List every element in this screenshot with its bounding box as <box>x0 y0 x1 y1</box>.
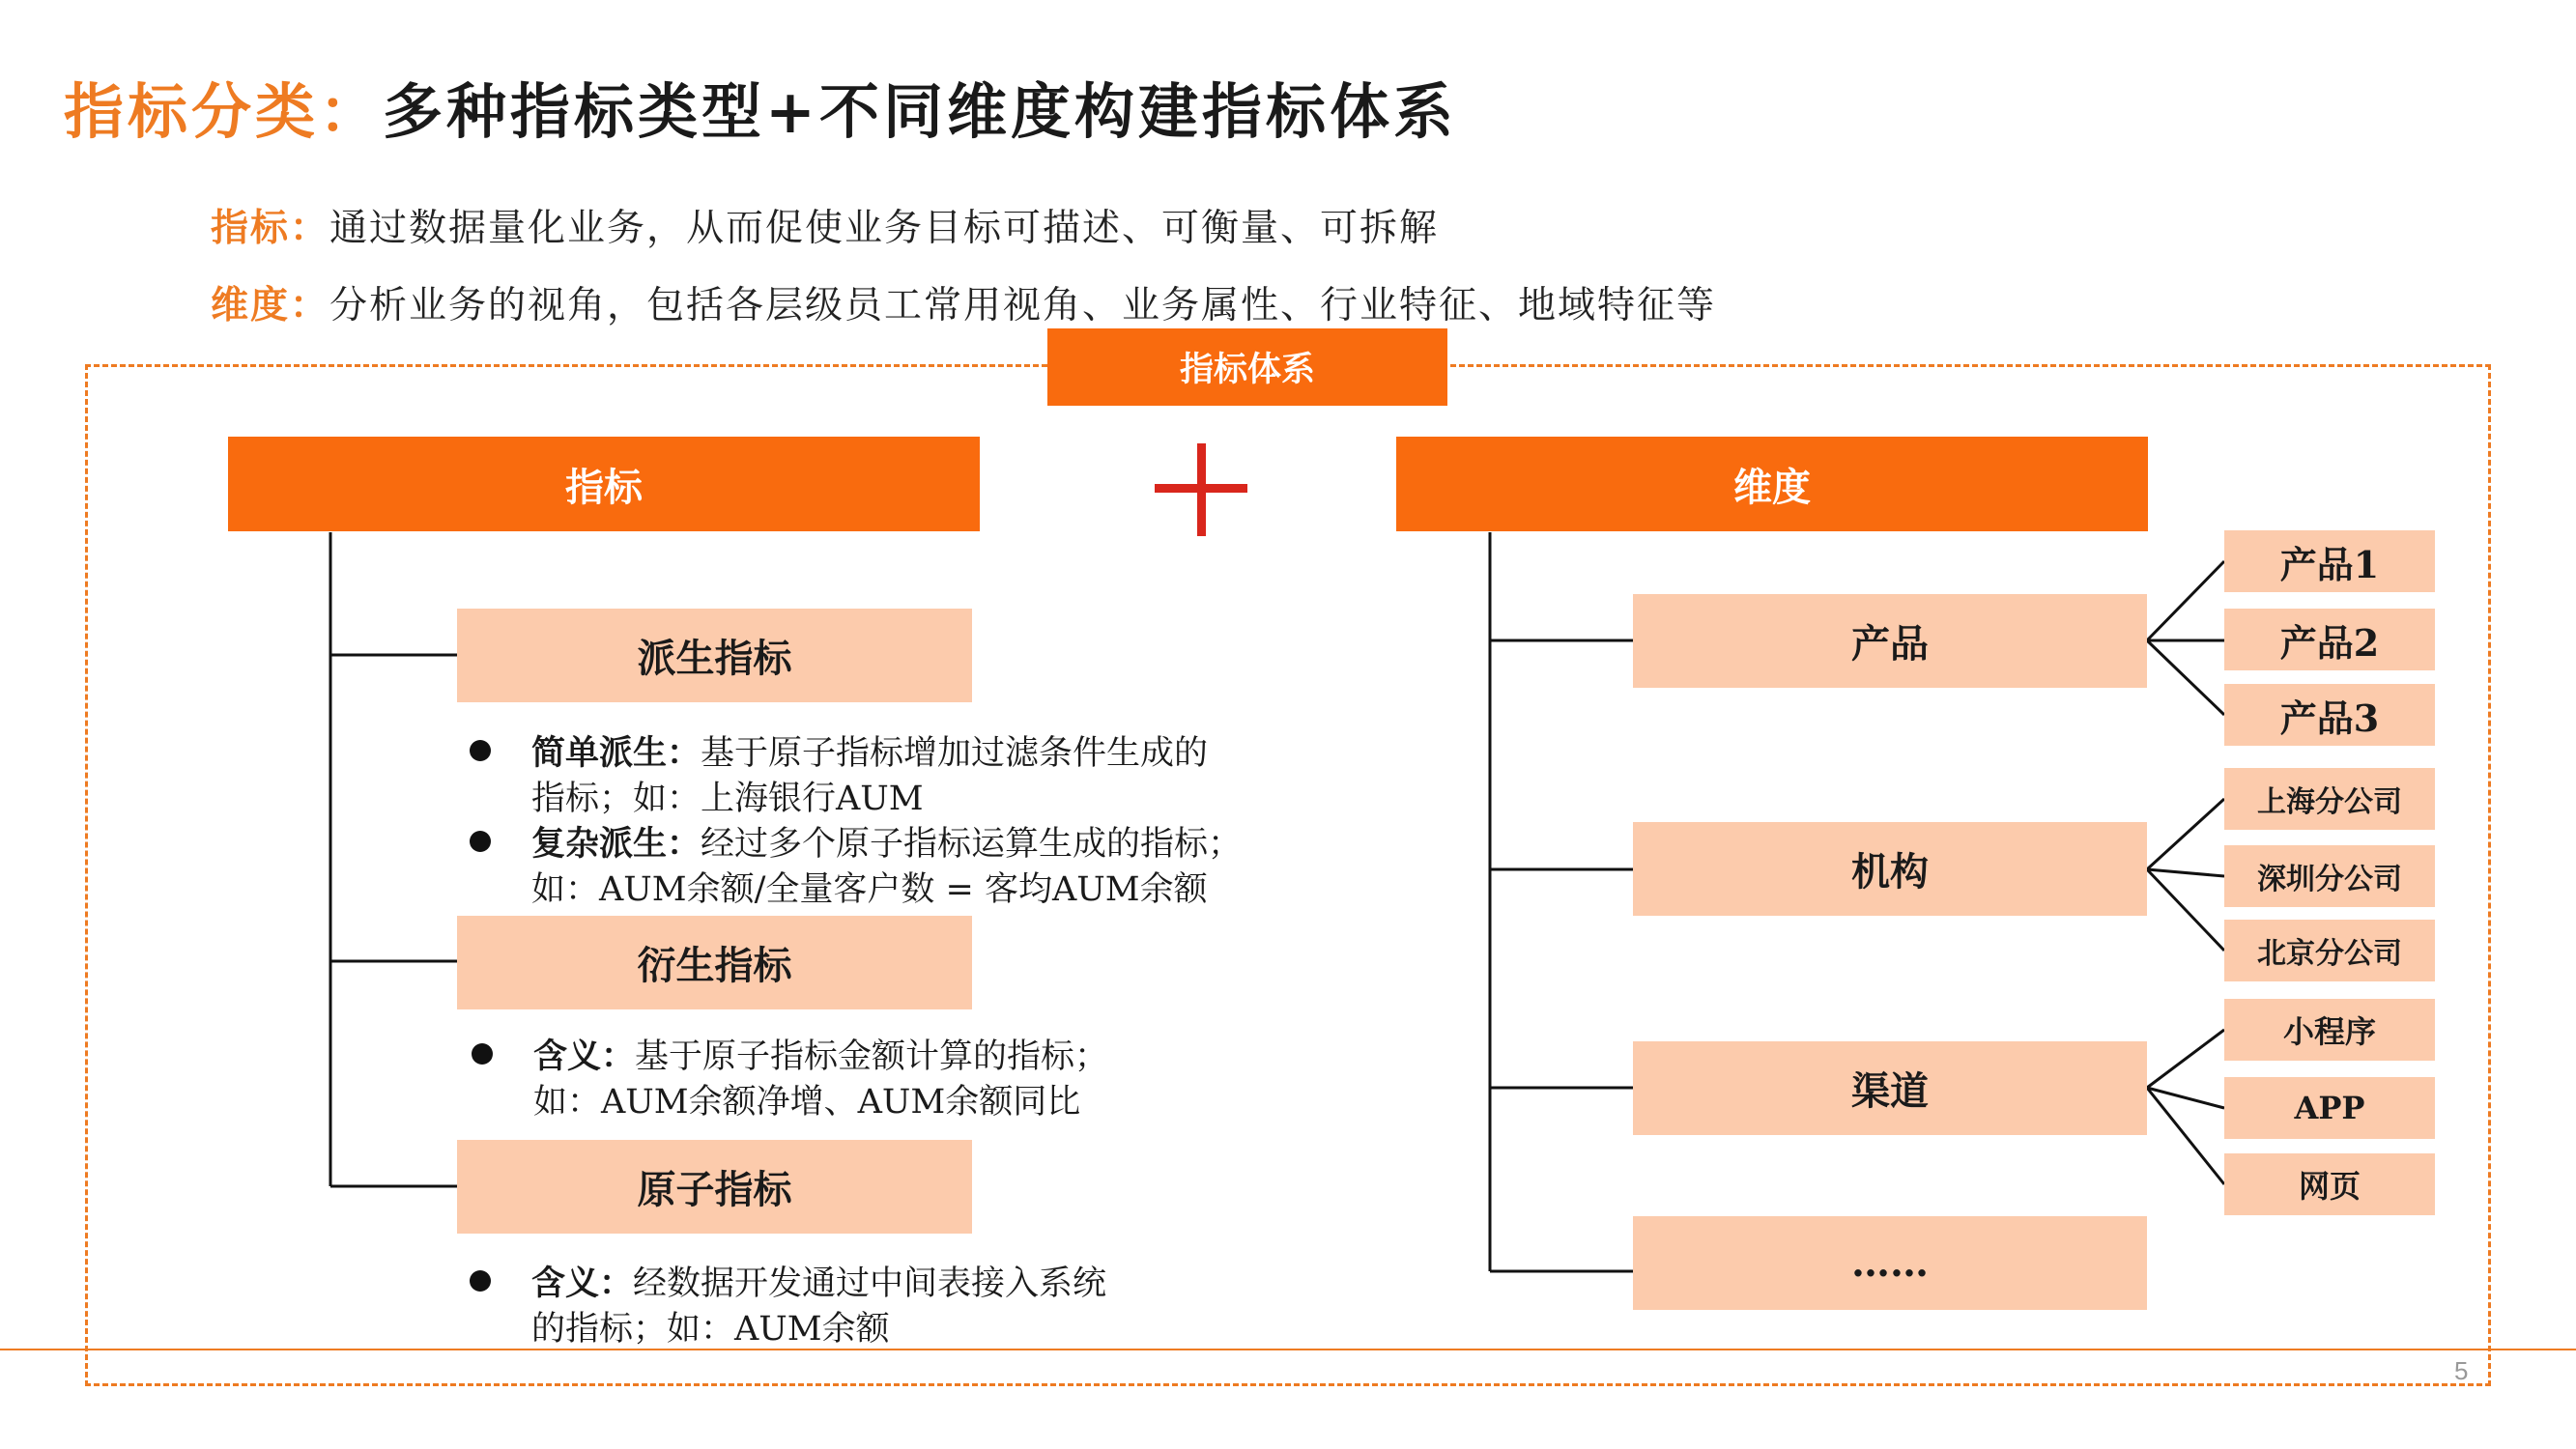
bullet-dot <box>470 831 491 852</box>
atomic-bullet <box>531 1261 1106 1352</box>
derived-bullet-complex <box>531 821 1242 913</box>
derived-metric-box: 派生指标 <box>457 609 972 702</box>
title-rest: 多种指标类型+不同维度构建指标体系 <box>383 76 1457 147</box>
computed-metric-box: 衍生指标 <box>457 916 972 1009</box>
bullet-line: 如：AUM余额/全量客户数 = 客均AUM余额 <box>531 870 1208 909</box>
definition-metric-key: 指标： <box>211 206 330 250</box>
dimension-leaf: 产品3 <box>2224 684 2435 746</box>
dimension-leaf: 北京分公司 <box>2224 920 2435 981</box>
dimension-leaf: APP <box>2224 1077 2435 1139</box>
definition-metric-text: 通过数据量化业务，从而促使业务目标可描述、可衡量、可拆解 <box>329 207 1440 250</box>
bullet-line: 基于原子指标增加过滤条件生成的 <box>701 734 1209 773</box>
bullet-line: 指标；如：上海银行AUM <box>531 780 924 818</box>
dimension-more-box: …… <box>1633 1216 2147 1310</box>
derived-bullet-simple <box>531 730 1208 822</box>
bullet-key: 含义： <box>533 1037 636 1076</box>
bullet-key: 复杂派生： <box>531 824 701 864</box>
plus-icon <box>1155 443 1247 536</box>
footer-rule <box>0 1349 2576 1350</box>
dimension-leaf: 上海分公司 <box>2224 768 2435 830</box>
bullet-dot <box>472 1043 493 1065</box>
dimension-leaf: 小程序 <box>2224 999 2435 1061</box>
bullet-dot <box>470 740 491 761</box>
bullet-key: 简单派生： <box>531 733 701 773</box>
dimension-leaf: 深圳分公司 <box>2224 845 2435 907</box>
bullet-line: 如：AUM余额净增、AUM余额同比 <box>533 1083 1081 1122</box>
system-label: 指标体系 <box>1047 328 1447 406</box>
dimension-leaf: 产品2 <box>2224 609 2435 670</box>
bullet-line: 经过多个原子指标运算生成的指标； <box>701 825 1243 864</box>
bullet-dot <box>470 1270 491 1292</box>
bullet-line: 基于原子指标金额计算的指标； <box>635 1037 1109 1076</box>
definition-dimension-text: 分析业务的视角，包括各层级员工常用视角、业务属性、行业特征、地域特征等 <box>329 284 1717 327</box>
dimension-channel-box: 渠道 <box>1633 1041 2147 1135</box>
title-highlight: 指标分类： <box>64 76 384 147</box>
dimension-product-box: 产品 <box>1633 594 2147 688</box>
bullet-key: 含义： <box>531 1264 634 1303</box>
definition-dimension-key: 维度： <box>211 283 330 327</box>
bullet-line: 经数据开发通过中间表接入系统 <box>633 1264 1107 1303</box>
dimensions-header: 维度 <box>1396 437 2148 531</box>
dimension-leaf: 产品1 <box>2224 530 2435 592</box>
metrics-header: 指标 <box>228 437 980 531</box>
computed-bullet <box>533 1034 1108 1125</box>
page-number: 5 <box>2454 1356 2469 1385</box>
bullet-line: 的指标；如：AUM余额 <box>531 1310 890 1349</box>
dimension-org-box: 机构 <box>1633 822 2147 916</box>
atomic-metric-box: 原子指标 <box>457 1140 972 1234</box>
dimension-leaf: 网页 <box>2224 1153 2435 1215</box>
